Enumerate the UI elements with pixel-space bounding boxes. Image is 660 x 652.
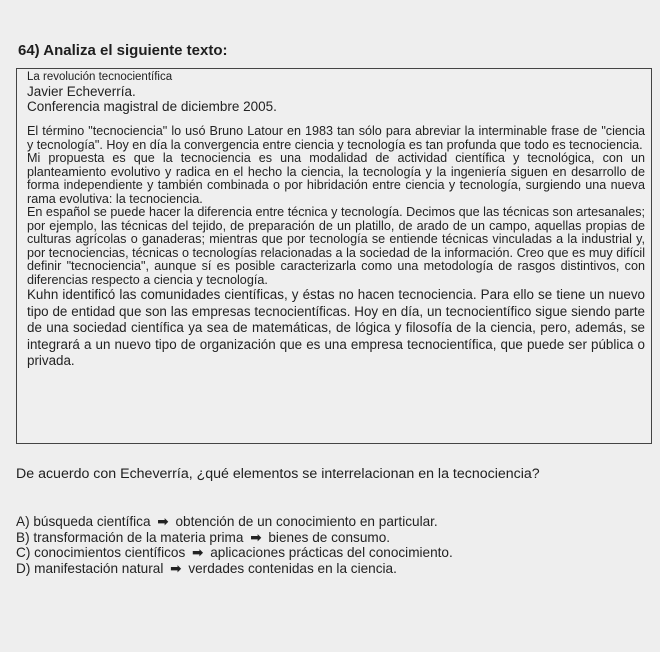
reading-text-box — [16, 68, 652, 444]
text-author: Javier Echeverría. — [27, 84, 136, 99]
paragraph-4: Kuhn identificó las comunidades científicas, y éstas no hacen tecnociencia. Para ello se tiene un nuevo tipo de entidad que son las empresas tecnocientíficas. Hoy en día, un tecnocientífico sigue siendo parte de una sociedad científica ya sea de matemáticas, de lógica y filosofía de la ciencia, pero, además, se integrará a un nuevo tipo de organización que es una empresa tecnocientífica, que puede ser pública o privada. — [27, 287, 645, 368]
right-arrow-icon: ➡ — [192, 545, 204, 560]
answer-options — [16, 514, 453, 576]
option-letter: C) — [16, 545, 31, 560]
option-letter: B) — [16, 529, 30, 545]
option-b[interactable] — [16, 530, 453, 546]
text-source: Conferencia magistral de diciembre 2005. — [27, 99, 277, 114]
paragraph-3: En español se puede hacer la diferencia entre técnica y tecnología. Decimos que las técnicas son artesanales; por ejemplo, las técnicas del tejido, de preparación de un platillo, de arado de un campo, aquellas propias de culturas agrícolas o ganaderas; mientras que por tecnología se entiende técnicas vinculadas a la industrial y, por tecnociencias, técnicas o tecnologías relacionadas a la sociedad de la información. Creo que es muy difícil definir "tecnociencia", aunque sí es posible caracterizarla como una metodología de rasgos distintivos, con diferencias respecto a ciencia y tecnología. — [27, 205, 645, 287]
paragraph-1: El término "tecnociencia" lo usó Bruno Latour en 1983 tan sólo para abreviar la interminable frase de "ciencia y tecnología". Hoy en día la convergencia entre ciencia y tecnología es tan profunda que todo es tecnociencia. — [27, 124, 645, 152]
paragraph-2: Mi propuesta es que la tecnociencia es una modalidad de actividad científica y tecnológica, con un planteamiento evolutivo y radica en el hecho la ciencia, la tecnología y la ingeniería siguen en desarrollo de forma independiente y también combinada o por hibridación entre ciencia y tecnología, surgiendo una nueva rama evolutiva: la tecnociencia. — [27, 151, 645, 206]
option-right-text: verdades contenidas en la ciencia. — [188, 560, 397, 576]
option-a[interactable] — [16, 514, 453, 530]
option-d[interactable] — [16, 561, 453, 577]
option-left-text: transformación de la materia prima — [33, 529, 244, 545]
option-right-text: aplicaciones prácticas del conocimiento. — [210, 545, 453, 560]
question-number-title: 64) Analiza el siguiente texto: — [18, 42, 228, 59]
right-arrow-icon: ➡ — [250, 529, 262, 545]
option-left-text: conocimientos científicos — [34, 545, 186, 560]
question-prompt: De acuerdo con Echeverría, ¿qué elementos se interrelacionan en la tecnociencia? — [16, 466, 540, 482]
text-title: La revolución tecnocientífica — [27, 71, 173, 83]
option-letter: A) — [16, 514, 30, 529]
option-right-text: bienes de consumo. — [268, 529, 391, 545]
option-left-text: manifestación natural — [34, 560, 164, 576]
right-arrow-icon: ➡ — [157, 514, 169, 529]
right-arrow-icon: ➡ — [170, 560, 182, 576]
option-left-text: búsqueda científica — [33, 514, 151, 529]
option-right-text: obtención de un conocimiento en particular. — [175, 514, 438, 529]
option-c[interactable] — [16, 545, 453, 561]
option-letter: D) — [16, 560, 31, 576]
